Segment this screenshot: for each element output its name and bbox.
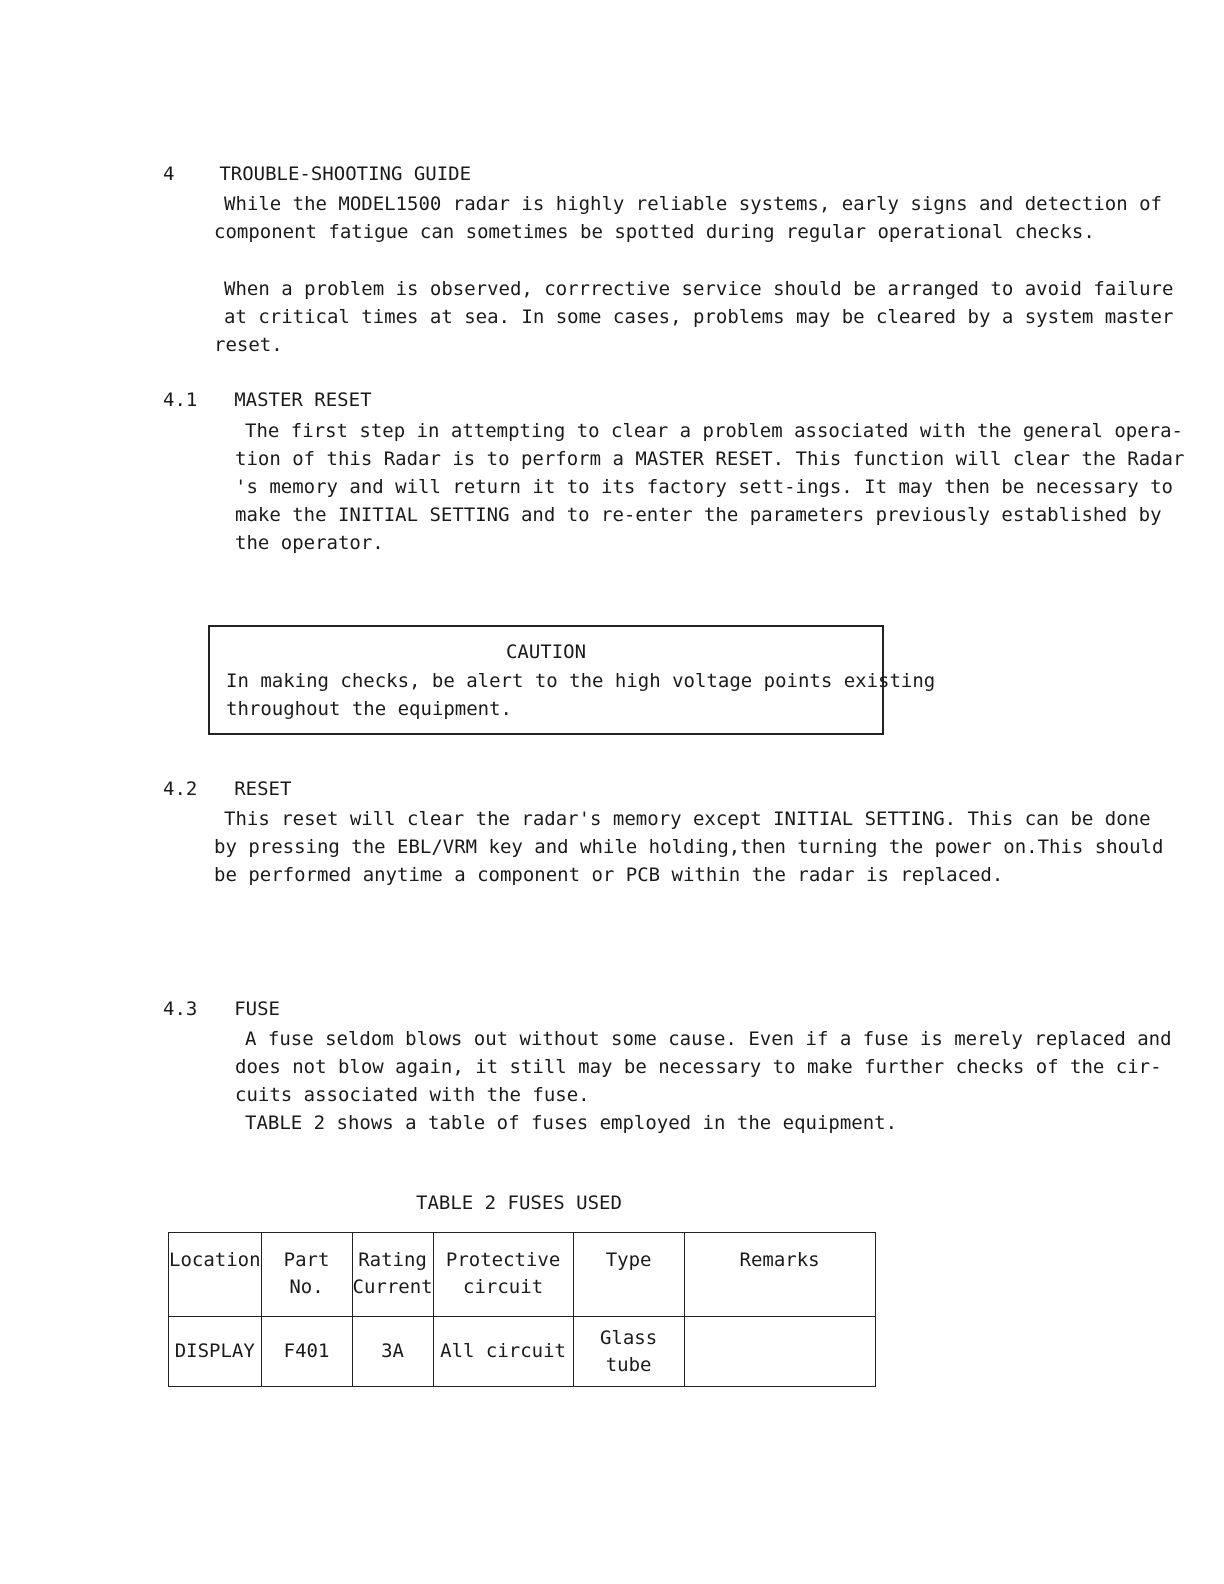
table-row: [169, 1317, 876, 1387]
section-4-heading: [163, 163, 471, 185]
paragraph-line: by pressing the EBL/VRM key and while holding,then turning the power on.This should: [214, 836, 1164, 858]
header-cell-part-no: Part No.: [261, 1233, 352, 1317]
caution-line: In making checks, be alert to the high voltage points existing: [226, 670, 936, 692]
fuses-table: [168, 1232, 876, 1387]
section-title: FUSE: [234, 998, 280, 1020]
cell-protective-circuit: All circuit: [433, 1317, 573, 1387]
caution-line: throughout the equipment.: [226, 698, 512, 720]
section-number: 4.1: [163, 389, 198, 411]
paragraph-line: TABLE 2 shows a table of fuses employed in the equipment.: [245, 1112, 898, 1134]
table-caption: TABLE 2 FUSES USED: [416, 1192, 622, 1214]
section-title: RESET: [234, 778, 292, 800]
header-cell-rating-current: Rating Current: [352, 1233, 433, 1317]
caution-box: [208, 625, 936, 735]
paragraph-line: be performed anytime a component or PCB within the radar is replaced.: [214, 864, 1004, 886]
paragraph-line: cuits associated with the fuse.: [235, 1084, 590, 1106]
paragraph-line: reset.: [214, 334, 283, 356]
paragraph-line: does not blow again, it still may be necessary to make further checks of the cir-: [235, 1056, 1162, 1078]
cell-remarks: [684, 1317, 875, 1387]
section-4-1-heading: [163, 389, 372, 411]
paragraph-line: A fuse seldom blows out without some cause. Even if a fuse is merely replaced and: [245, 1028, 1172, 1050]
header-cell-location: Location: [169, 1233, 262, 1317]
section-4-3-heading: [163, 998, 280, 1020]
caution-title: CAUTION: [505, 641, 587, 663]
header-cell-protective-circuit: Protective circuit: [433, 1233, 573, 1317]
cell-location: DISPLAY: [169, 1317, 262, 1387]
paragraph-line: This reset will clear the radar's memory except INITIAL SETTING. This can be done: [224, 808, 1151, 830]
paragraph-line: component fatigue can sometimes be spotted during regular operational checks.: [214, 221, 1095, 243]
section-title: TROUBLE-SHOOTING GUIDE: [219, 163, 472, 185]
cell-part-no: F401: [261, 1317, 352, 1387]
paragraph-line: When a problem is observed, corrrective service should be arranged to avoid failure: [224, 278, 1174, 300]
cell-rating-current: 3A: [352, 1317, 433, 1387]
section-number: 4.2: [163, 778, 198, 800]
paragraph-line: While the MODEL1500 radar is highly reliable systems, early signs and detection of: [224, 193, 1162, 215]
section-title: MASTER RESET: [234, 389, 372, 411]
paragraph-line: make the INITIAL SETTING and to re-enter the parameters previously established by: [235, 504, 1162, 526]
paragraph-line: The first step in attempting to clear a problem associated with the general opera-: [245, 420, 1183, 442]
section-number: 4: [163, 163, 175, 185]
paragraph-line: 's memory and will return it to its factory sett-ings. It may then be necessary to: [235, 476, 1173, 498]
cell-type: Glass tube: [573, 1317, 684, 1387]
header-cell-remarks: Remarks: [684, 1233, 875, 1317]
section-number: 4.3: [163, 998, 198, 1020]
paragraph-line: at critical times at sea. In some cases, problems may be cleared by a system master: [224, 306, 1174, 328]
paragraph-line: tion of this Radar is to perform a MASTER RESET. This function will clear the Radar: [235, 448, 1185, 470]
table-header-row: [169, 1233, 876, 1317]
paragraph-line: the operator.: [235, 532, 384, 554]
header-cell-type: Type: [573, 1233, 684, 1317]
section-4-2-heading: [163, 778, 291, 800]
